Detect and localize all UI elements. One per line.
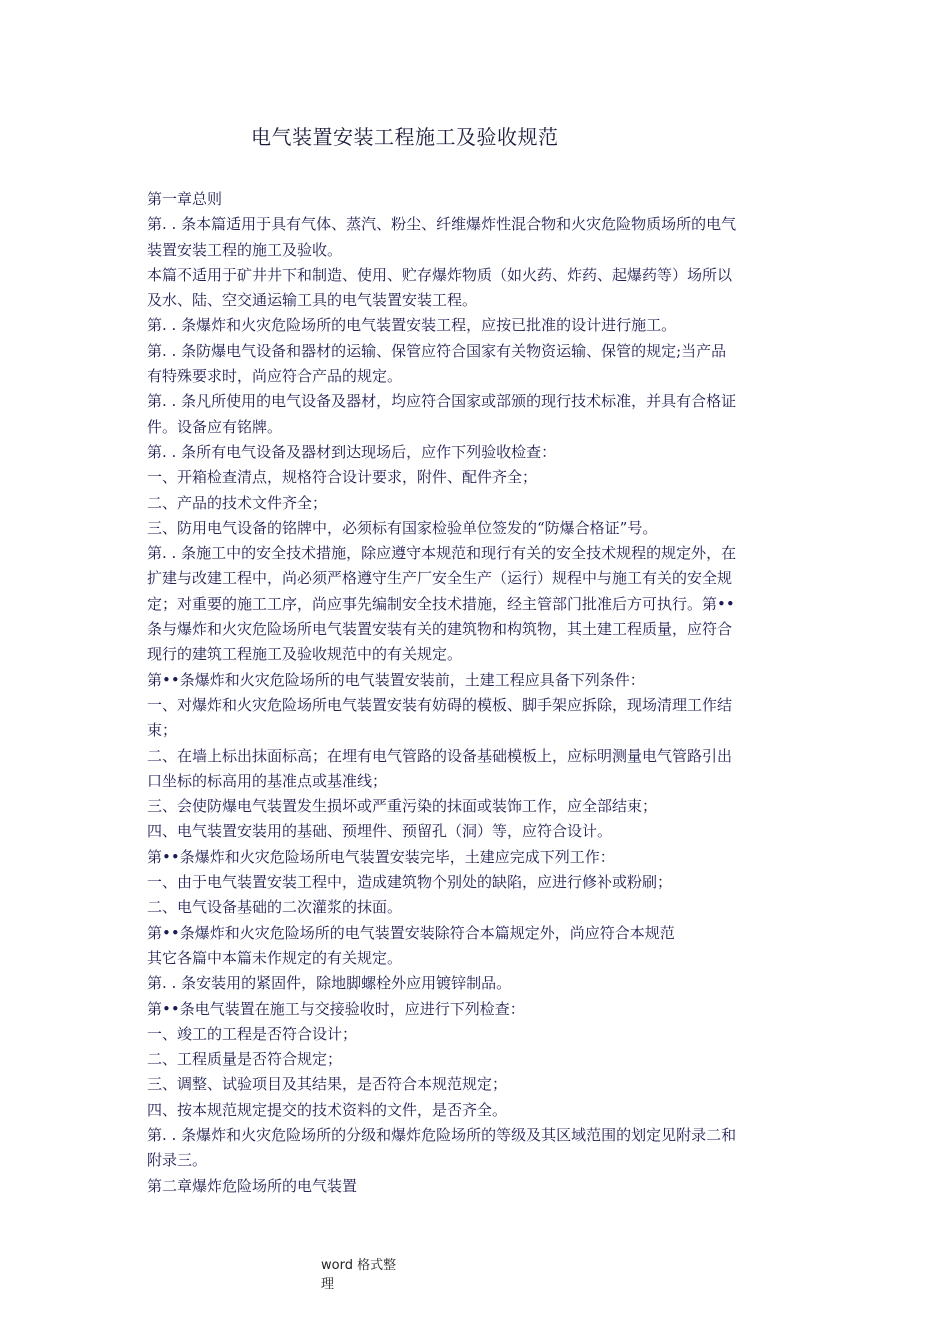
body-line: 第. . 条所有电气设备及器材到达现场后，应作下列验收检查：: [147, 442, 557, 461]
footer-line-1: word 格式整: [321, 1258, 397, 1273]
body-line: 第. . 条爆炸和火灾危险场所的分级和爆炸危险场所的等级及其区域范围的划定见附录二和: [147, 1125, 737, 1144]
body-line: 第. . 条施工中的安全技术措施，除应遵守本规范和现行有关的安全技术规程的规定外，在: [147, 544, 737, 563]
body-line: 三、防用电气设备的铭牌中，必须标有国家检验单位签发的“防爆合格证”号。: [147, 518, 658, 537]
body-line: 束；: [147, 721, 178, 740]
body-line: 第. . 条凡所使用的电气设备及器材，均应符合国家或部颁的现行技术标准，并具有合格证: [147, 392, 737, 411]
body-line: 现行的建筑工程施工及验收规范中的有关规定。: [147, 645, 463, 664]
body-line: 有特殊要求时，尚应符合产品的规定。: [147, 367, 403, 386]
footer-line-2: 理: [321, 1277, 335, 1292]
body-line: 扩建与改建工程中，尚必须严格遵守生产厂安全生产（运行）规程中与施工有关的安全规: [147, 569, 733, 588]
body-line: 四、电气装置安装用的基础、预埋件、预留孔（洞）等，应符合设计。: [147, 822, 613, 841]
body-line: 口坐标的标高用的基准点或基准线；: [147, 771, 388, 790]
body-line: 第••条爆炸和火灾危险场所的电气装置安装除符合本篇规定外，尚应符合本规范: [147, 923, 675, 942]
body-line: 附录三。: [147, 1151, 208, 1170]
body-line: 第••条爆炸和火灾危险场所电气装置安装完毕，土建应完成下列工作：: [147, 847, 615, 866]
body-line: 二、在墙上标出抹面标高；在埋有电气管路的设备基础模板上，应标明测量电气管路引出: [147, 746, 733, 765]
body-line: 第••条电气装置在施工与交接验收时，应进行下列检查：: [147, 999, 525, 1018]
body-line: 第••条爆炸和火灾危险场所的电气装置安装前，土建工程应具备下列条件：: [147, 670, 645, 689]
body-line: 第. . 条本篇适用于具有气体、蒸汽、粉尘、纤维爆炸性混合物和火灾危险物质场所的电气: [147, 215, 737, 234]
body-line: 第二章爆炸危险场所的电气装置: [147, 1176, 358, 1195]
body-line: 三、会使防爆电气装置发生损坏或严重污染的抹面或装饰工作，应全部结束；: [147, 797, 658, 816]
body-line: 件。设备应有铭牌。: [147, 417, 283, 436]
body-line: 定；对重要的施工工序，尚应事先编制安全技术措施，经主管部门批准后方可执行。第••: [147, 594, 735, 613]
body-line: 二、电气设备基础的二次灌浆的抹面。: [147, 898, 403, 917]
body-line: 本篇不适用于矿井井下和制造、使用、贮存爆炸物质（如火药、炸药、起爆药等）场所以: [147, 265, 733, 284]
body-line: 二、产品的技术文件齐全；: [147, 493, 328, 512]
body-line: 一、竣工的工程是否符合设计；: [147, 1024, 358, 1043]
body-line: 一、由于电气装置安装工程中，造成建筑物个别处的缺陷，应进行修补或粉刷；: [147, 873, 673, 892]
body-line: 第. . 条防爆电气设备和器材的运输、保管应符合国家有关物资运输、保管的规定;当产品: [147, 341, 727, 360]
body-line: 及水、陆、空交通运输工具的电气装置安装工程。: [147, 291, 478, 310]
page-footer: [321, 1256, 396, 1294]
body-line: 一、开箱检查清点，规格符合设计要求，附件、配件齐全；: [147, 468, 538, 487]
body-line: 四、按本规范规定提交的技术资料的文件，是否齐全。: [147, 1100, 508, 1119]
body-line: 第. . 条爆炸和火灾危险场所的电气装置安装工程，应按已批准的设计进行施工。: [147, 316, 677, 335]
body-line: 条与爆炸和火灾危险场所电气装置安装有关的建筑物和构筑物，其土建工程质量，应符合: [147, 620, 733, 639]
body-line: 第一章总则: [147, 190, 223, 208]
document-body: [147, 187, 815, 1199]
body-line: 第. . 条安装用的紧固件，除地脚螺栓外应用镀锌制品。: [147, 974, 512, 993]
body-line: 三、调整、试验项目及其结果，是否符合本规范规定；: [147, 1075, 508, 1094]
body-line: 其它各篇中本篇未作规定的有关规定。: [147, 948, 403, 967]
document-title: 电气装置安装工程施工及验收规范: [251, 125, 559, 149]
body-line: 一、对爆炸和火灾危险场所电气装置安装有妨碍的模板、脚手架应拆除，现场清理工作结: [147, 695, 733, 714]
body-line: 装置安装工程的施工及验收。: [147, 240, 343, 259]
body-line: 二、工程质量是否符合规定；: [147, 1050, 343, 1069]
